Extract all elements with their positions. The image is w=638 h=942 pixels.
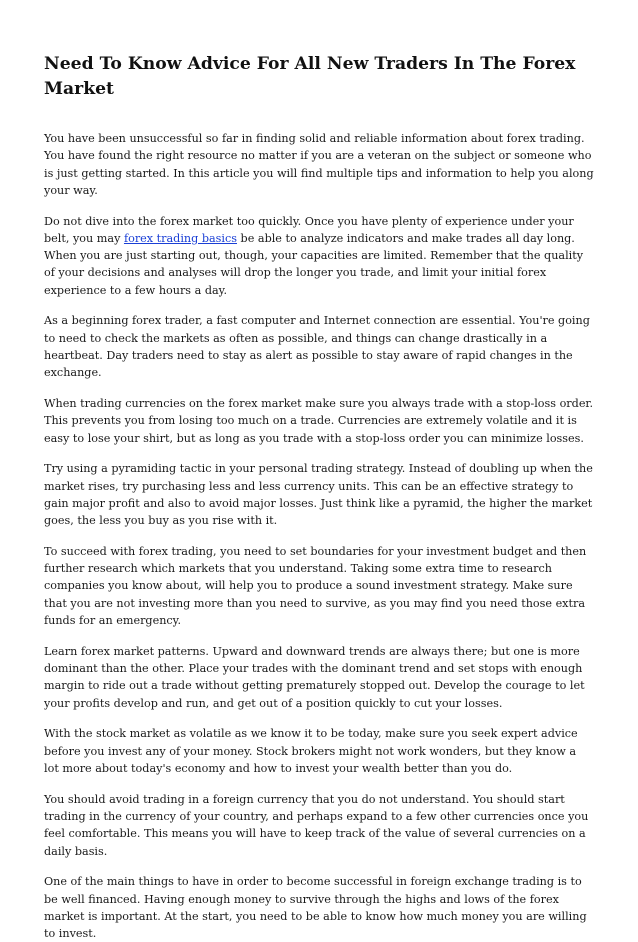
paragraph-9: You should avoid trading in a foreign currency that you do not understand. You should start trading in the currency of your country, and perhaps expand to a few other currencies once you feel comfortable. This means you will have to keep track of the value of several currencies on a daily basis. bbox=[44, 792, 589, 858]
page-title: Need To Know Advice For All New Traders In The Forex Market bbox=[44, 54, 576, 99]
paragraph-1: You have been unsuccessful so far in finding solid and reliable information about forex trading. You have found the right resource no matter if you are a veteran on the subject or someone who is just getting started. In this article you will find multiple tips and information to help you along your way. bbox=[44, 132, 594, 197]
paragraph-10: One of the main things to have in order to become successful in foreign exchange trading is to be well financed. Having enough money to survive through the highs and lows of the forex market is important. At the start, you need to be able to know how much money you are willing to invest. bbox=[44, 875, 587, 941]
paragraph-5: Try using a pyramiding tactic in your personal trading strategy. Instead of doubling up when the market rises, try purchasing less and less currency units. This can be an effective strategy to gain major profit and also to avoid major losses. Just think like a pyramid, the higher the market goes, the less you buy as you rise with it. bbox=[44, 462, 593, 528]
paragraph-2-text-after: be able to analyze indicators and make trades all day long. When you are just starting out, though, your capacities are limited. Remember that the quality of your decisions and analyses will drop the longer you trade, and limit your initial forex experience to a few hours a day. bbox=[44, 231, 584, 297]
paragraph-8: With the stock market as volatile as we know it to be today, make sure you seek expert advice before you invest any of your money. Stock brokers might not work wonders, but they know a lot more about today's economy and how to invest your wealth better than you do. bbox=[44, 727, 578, 775]
paragraph-2 bbox=[44, 213, 594, 299]
paragraph-4: When trading currencies on the forex market make sure you always trade with a stop-loss order. This prevents you from losing too much on a trade. Currencies are extremely volatile and it is easy to lose your shirt, but as long as you trade with a stop-loss order you can minimize losses. bbox=[44, 397, 594, 445]
forex-trading-basics-link[interactable]: forex trading basics bbox=[123, 231, 237, 245]
paragraph-6: To succeed with forex trading, you need to set boundaries for your investment budget and then further research which markets that you understand. Taking some extra time to research companies you know about, will help you to produce a sound investment strategy. Make sure that you are not investing more than you need to survive, as you may find you need those extra funds for an emergency. bbox=[44, 544, 587, 628]
paragraph-3: As a beginning forex trader, a fast computer and Internet connection are essential. You're going to need to check the markets as often as possible, and things can change drastically in a heartbeat. Day traders need to stay as alert as possible to stay aware of rapid changes in the exchange. bbox=[44, 314, 590, 380]
paragraph-7: Learn forex market patterns. Upward and downward trends are always there; but one is more dominant than the other. Place your trades with the dominant trend and set stops with enough margin to ride out a trade without getting prematurely stopped out. Develop the courage to let your profits develop and run, and get out of a position quickly to cut your losses. bbox=[44, 644, 585, 710]
paragraph-2-text-before: Do not dive into the forex market too quickly. Once you have plenty of experience under your belt, you may bbox=[44, 214, 574, 245]
